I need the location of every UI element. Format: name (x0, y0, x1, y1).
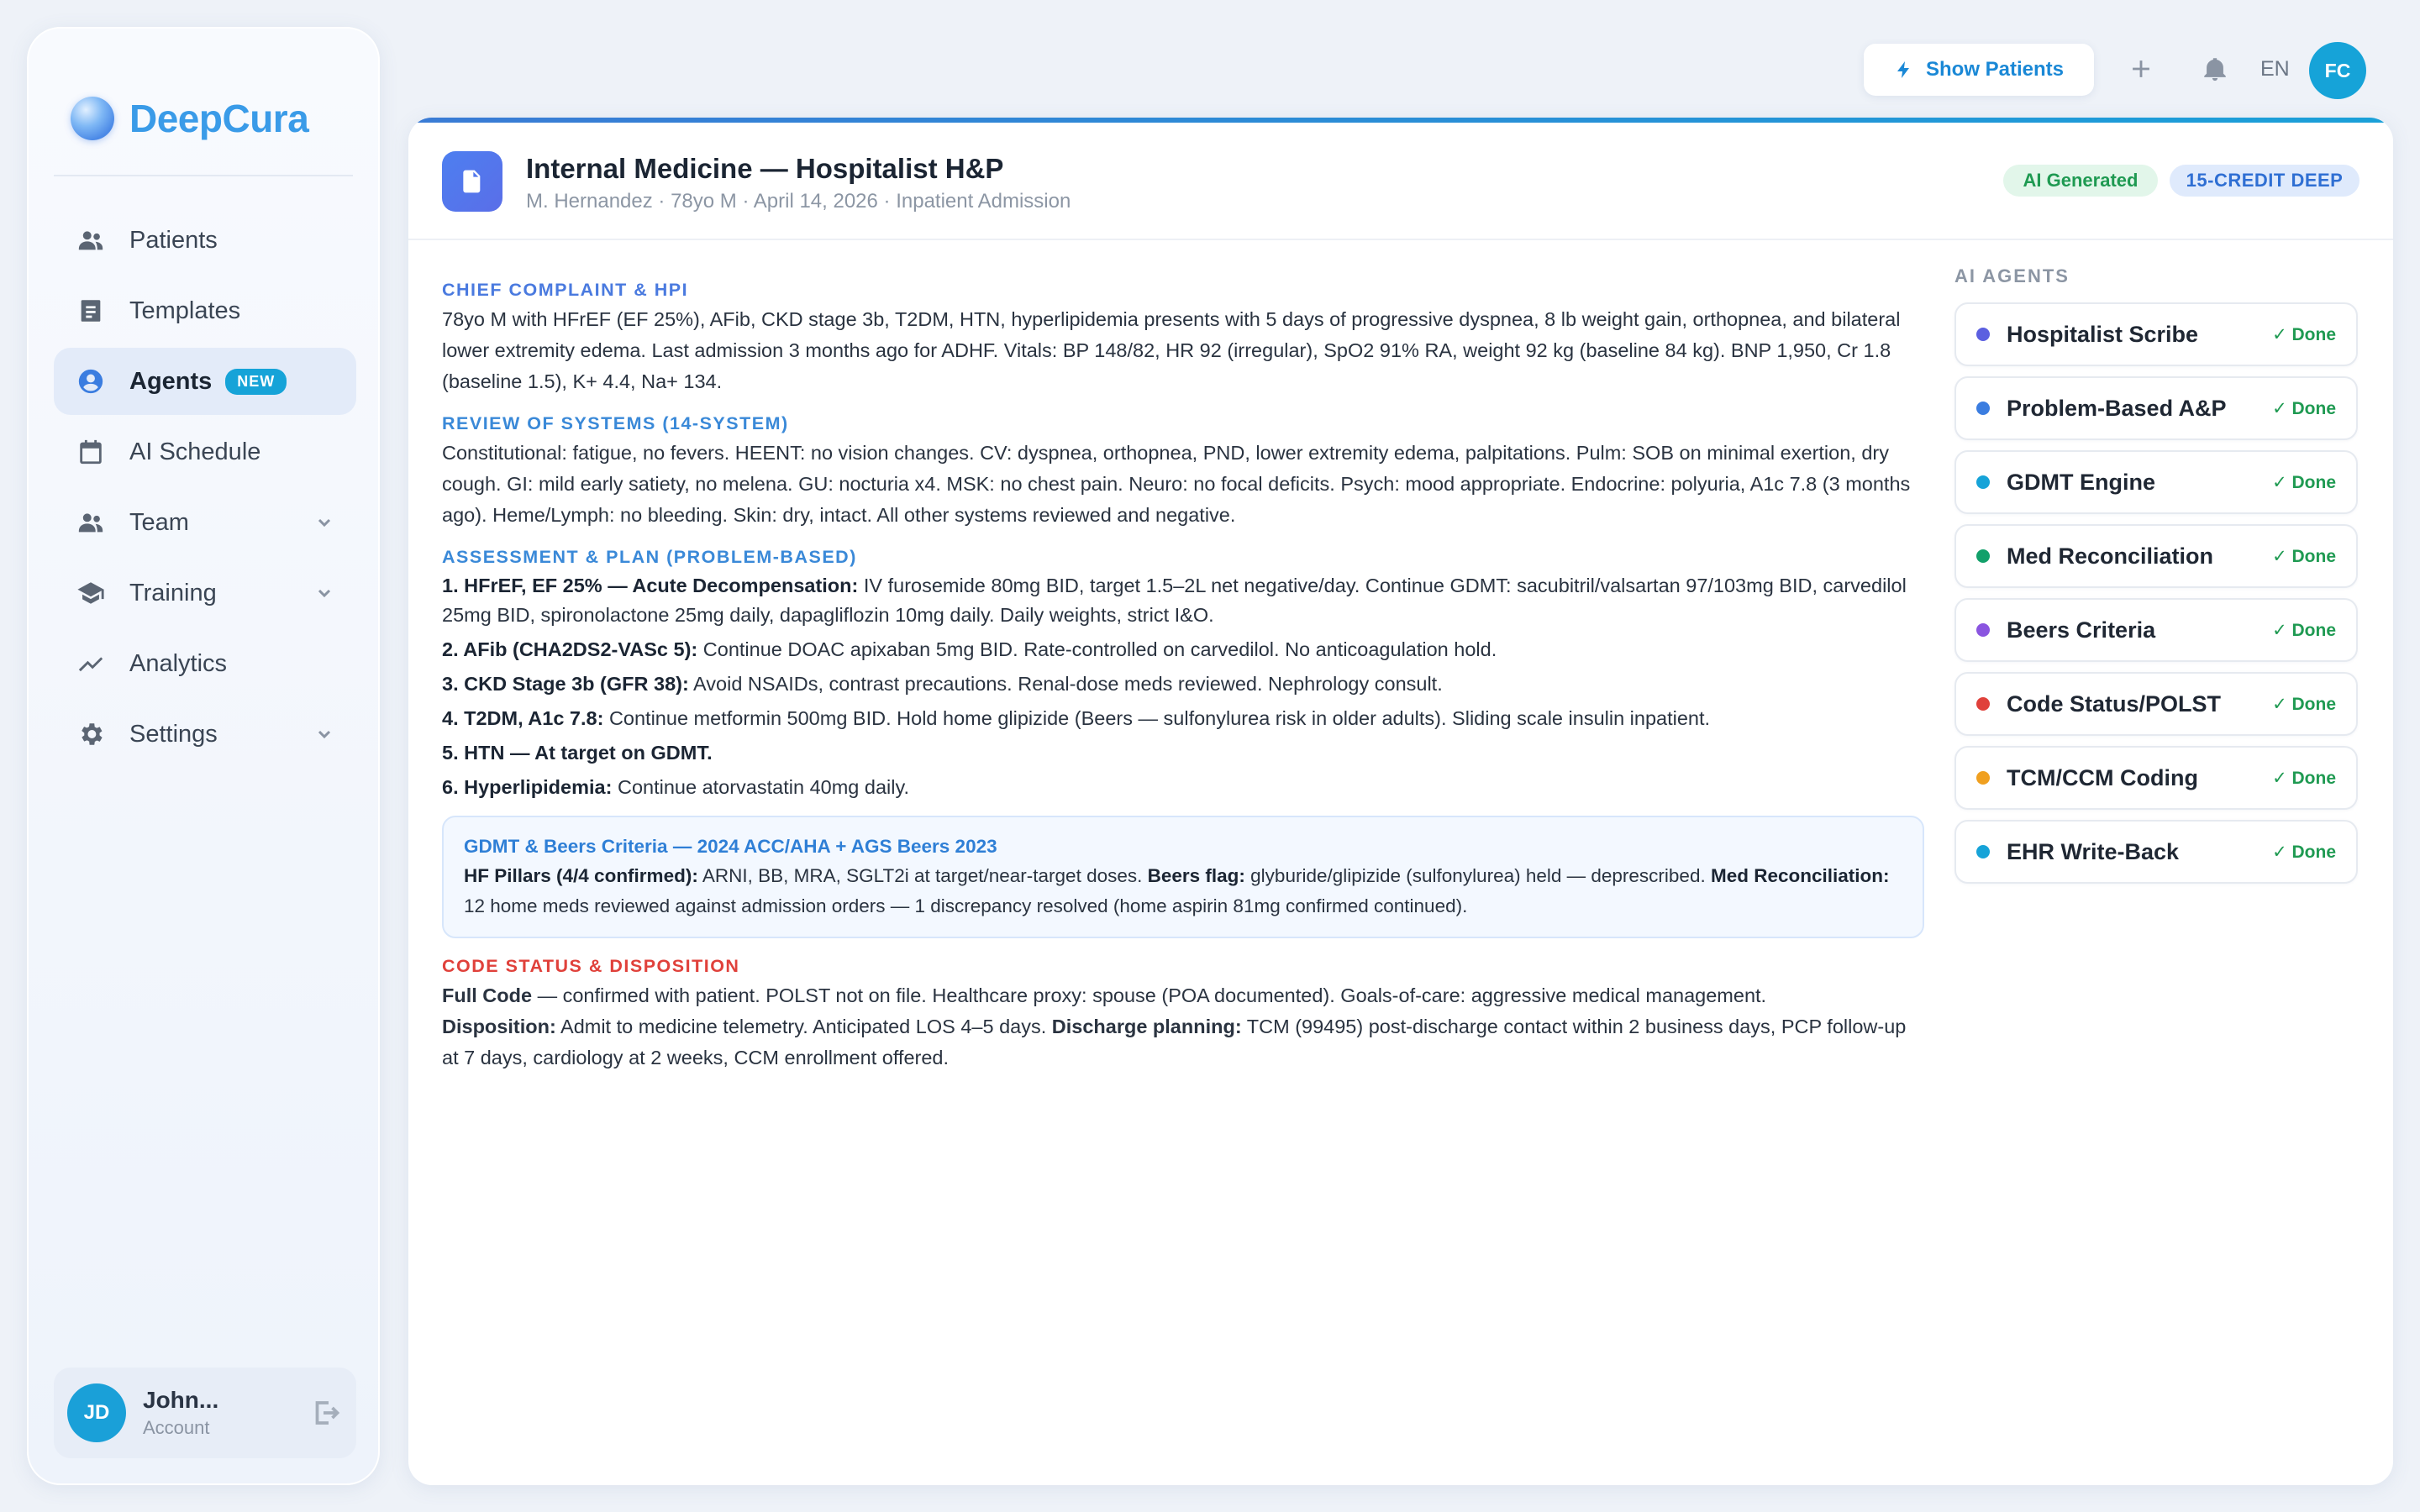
problem-label: 2. AFib (CHA2DS2-VASc 5): (442, 638, 698, 660)
account-name: John... (143, 1387, 219, 1413)
trend-line-icon (76, 648, 106, 679)
status-dot-icon (1976, 475, 1990, 489)
agent-item[interactable] (1954, 598, 2358, 662)
plus-icon[interactable] (2124, 52, 2158, 86)
agent-name: TCM/CCM Coding (2007, 764, 2198, 790)
callout-label: Beers flag: (1147, 865, 1245, 886)
problem-label: 4. T2DM, A1c 7.8: (442, 707, 604, 729)
sidebar-item-label: Templates (129, 297, 241, 324)
problem-text: Continue DOAC apixaban 5mg BID. Rate-controlled on carvedilol. No anticoagulation hold. (697, 638, 1497, 660)
agent-name: EHR Write-Back (2007, 838, 2180, 864)
callout-value: ARNI, BB, MRA, SGLT2i at target/near-target doses. (697, 865, 1148, 886)
sidebar-item-agents[interactable] (54, 348, 356, 415)
chevron-down-icon[interactable] (314, 583, 334, 603)
problem-item (442, 669, 1924, 699)
problem-item (442, 704, 1924, 733)
note-card (408, 118, 2393, 1485)
sidebar-item-label: AI Schedule (129, 438, 261, 465)
section-heading: ASSESSMENT & PLAN (PROBLEM-BASED) (442, 547, 857, 567)
agent-name: Hospitalist Scribe (2007, 321, 2199, 347)
sidebar-item-training[interactable] (54, 559, 356, 627)
sidebar-item-label: Settings (129, 720, 218, 748)
team-icon (76, 507, 106, 538)
callout-title: GDMT & Beers Criteria — 2024 ACC/AHA + AGS Beers 2023 (464, 836, 997, 857)
agent-item[interactable] (1954, 820, 2358, 884)
sidebar-item-templates[interactable] (54, 277, 356, 344)
section-heading: REVIEW OF SYSTEMS (14-SYSTEM) (442, 413, 789, 433)
document-icon (442, 151, 502, 212)
problem-text: Continue metformin 500mg BID. Hold home glipizide (Beers — sulfonylurea risk in older adults). Sliding scale insulin inpatient. (603, 707, 1711, 729)
callout-label: Med Reconciliation: (1710, 865, 1890, 886)
agent-item[interactable] (1954, 672, 2358, 736)
people-icon (76, 225, 106, 255)
problem-label: 6. Hyperlipidemia: (442, 776, 613, 798)
status-badge: ✓ Done (2272, 842, 2336, 862)
callout-label: HF Pillars (4/4 confirmed): (464, 865, 698, 886)
ai-generated-badge: AI Generated (2003, 165, 2158, 197)
problem-item (442, 773, 1924, 802)
status-dot-icon (1976, 328, 1990, 341)
document-icon (76, 296, 106, 326)
sidebar-item-analytics[interactable] (54, 630, 356, 697)
new-badge: NEW (225, 369, 287, 395)
problem-label: 1. HFrEF, EF 25% — Acute Decompensation: (442, 575, 859, 596)
status-dot-icon (1976, 845, 1990, 858)
status-dot-icon (1976, 402, 1990, 415)
section-heading: CHIEF COMPLAINT & HPI (442, 280, 689, 300)
sidebar-item-settings[interactable] (54, 701, 356, 768)
show-patients-button[interactable] (1864, 44, 2094, 96)
user-avatar[interactable]: FC (2309, 42, 2366, 99)
lightning-icon (1894, 60, 1914, 80)
status-dot-icon (1976, 623, 1990, 637)
status-badge: ✓ Done (2272, 398, 2336, 418)
status-badge: ✓ Done (2272, 694, 2336, 714)
calendar-icon (76, 437, 106, 467)
code-text: — confirmed with patient. POLST not on file. Healthcare proxy: spouse (POA documented). Goals-of-care: aggressive medical management. (532, 984, 1767, 1006)
sidebar-item-label: Training (129, 579, 217, 606)
sidebar-item-label: Patients (129, 226, 218, 254)
problem-text: IV furosemide 80mg BID, target 1.5–2L net negative/day. Continue GDMT: sacubitril/valsartan 97/103mg BID, carvedilol 25mg BID, spironolactone 25mg daily, dapagliflozin 10mg daily. Daily weights, strict I&O. (442, 575, 1907, 626)
gear-icon (76, 719, 106, 749)
callout-value: 12 home meds reviewed against admission orders — 1 discrepancy resolved (home aspirin 81mg confirmed continued). (464, 895, 1468, 916)
agent-item[interactable] (1954, 376, 2358, 440)
credit-badge: 15-CREDIT DEEP (2170, 165, 2360, 197)
brand-orb-icon (71, 97, 114, 140)
agent-item[interactable] (1954, 302, 2358, 366)
graduation-cap-icon (76, 578, 106, 608)
logout-icon[interactable] (311, 1398, 341, 1428)
problem-label: 3. CKD Stage 3b (GFR 38): (442, 673, 689, 695)
problem-item (442, 571, 1924, 630)
code-label: Discharge planning: (1051, 1016, 1242, 1037)
status-badge: ✓ Done (2272, 472, 2336, 492)
callout-value: glyburide/glipizide (sulfonylurea) held — deprescribed. (1244, 865, 1711, 886)
problem-item (442, 738, 1924, 768)
page-title: Internal Medicine — Hospitalist H&P (526, 153, 1004, 184)
brand-name: DeepCura (129, 97, 309, 140)
show-patients-label: Show Patients (1925, 58, 2065, 81)
card-accent-bar (408, 118, 2393, 123)
divider (408, 239, 2393, 240)
agent-item[interactable] (1954, 746, 2358, 810)
sidebar-item-team[interactable] (54, 489, 356, 556)
agent-name: Beers Criteria (2007, 617, 2156, 643)
status-dot-icon (1976, 771, 1990, 785)
section-text (442, 1011, 1924, 1074)
agent-item[interactable] (1954, 524, 2358, 588)
code-label: Full Code (442, 984, 533, 1006)
account-label: Account (143, 1417, 210, 1438)
problem-text: Continue atorvastatin 40mg daily. (612, 776, 910, 798)
agents-heading: AI AGENTS (1954, 265, 2070, 286)
sidebar-item-patients[interactable] (54, 207, 356, 274)
status-badge: ✓ Done (2272, 324, 2336, 344)
problem-text: Avoid NSAIDs, contrast precautions. Renal-dose meds reviewed. Nephrology consult. (688, 673, 1443, 695)
code-text: TCM (99495) post-discharge contact within 2 business days, PCP follow-up at 7 days, cardiology at 2 weeks, CCM enrollment offered. (442, 1016, 1907, 1068)
problem-label: 5. HTN — At target on GDMT. (442, 742, 713, 764)
callout-text (464, 861, 1902, 921)
patient-subtitle: M. Hernandez · 78yo M · April 14, 2026 · Inpatient Admission (526, 190, 1071, 213)
agent-name: Med Reconciliation (2007, 543, 2214, 569)
sidebar-item-label: Analytics (129, 649, 228, 677)
section-heading: CODE STATUS & DISPOSITION (442, 956, 740, 976)
status-badge: ✓ Done (2272, 620, 2336, 640)
status-badge: ✓ Done (2272, 768, 2336, 788)
bell-icon[interactable] (2198, 52, 2232, 86)
section-text: 78yo M with HFrEF (EF 25%), AFib, CKD stage 3b, T2DM, HTN, hyperlipidemia presents with 5 days of progressive dyspnea, 8 lb weight gain, orthopnea, and bilateral lower extremity edema. Last admission 3 months ago for ADHF. Vitals: BP 148/82, HR 92 (irregular), SpO2 91% RA, weight 92 kg (baseline 84 kg). BNP 1,950, Cr 1.8 (baseline 1.5), K+ 4.4, Na+ 134. (442, 308, 1901, 392)
agent-icon (76, 366, 106, 396)
status-dot-icon (1976, 549, 1990, 563)
status-badge: ✓ Done (2272, 546, 2336, 566)
account-card[interactable] (54, 1368, 356, 1458)
sidebar-item-label: Agents (129, 367, 213, 395)
section-text (442, 980, 1924, 1011)
sidebar-item-label: Team (129, 508, 189, 536)
code-text: Admit to medicine telemetry. Anticipated LOS 4–5 days. (555, 1016, 1052, 1037)
status-dot-icon (1976, 697, 1990, 711)
agent-name: Code Status/POLST (2007, 690, 2222, 717)
divider (54, 175, 353, 176)
sidebar-item-ai-schedule[interactable] (54, 418, 356, 486)
sidebar (27, 27, 380, 1485)
agent-name: GDMT Engine (2007, 469, 2155, 495)
chevron-down-icon[interactable] (314, 724, 334, 744)
language-selector[interactable]: EN (2260, 57, 2290, 81)
problem-item (442, 635, 1924, 664)
agent-name: Problem-Based A&P (2007, 395, 2227, 421)
agent-item[interactable] (1954, 450, 2358, 514)
avatar: JD (67, 1383, 126, 1442)
note-body (442, 277, 1924, 1087)
code-label: Disposition: (442, 1016, 556, 1037)
gdmt-callout (442, 816, 1924, 938)
chevron-down-icon[interactable] (314, 512, 334, 533)
brand-logo[interactable] (71, 96, 308, 141)
section-text: Constitutional: fatigue, no fevers. HEENT: no vision changes. CV: dyspnea, orthopnea, PND, lower extremity edema, palpitations. Pulm: SOB on minimal exertion, dry cough. GI: mild early satiety, no melena. GU: nocturia x4. MSK: no chest pain. Neuro: no focal deficits. Psych: mood appropriate. Endocrine: polyuria, A1c 7.8 (3 months ago). Heme/Lymph: no bleeding. Skin: dry, intact. All other systems reviewed and negative. (442, 442, 1911, 526)
